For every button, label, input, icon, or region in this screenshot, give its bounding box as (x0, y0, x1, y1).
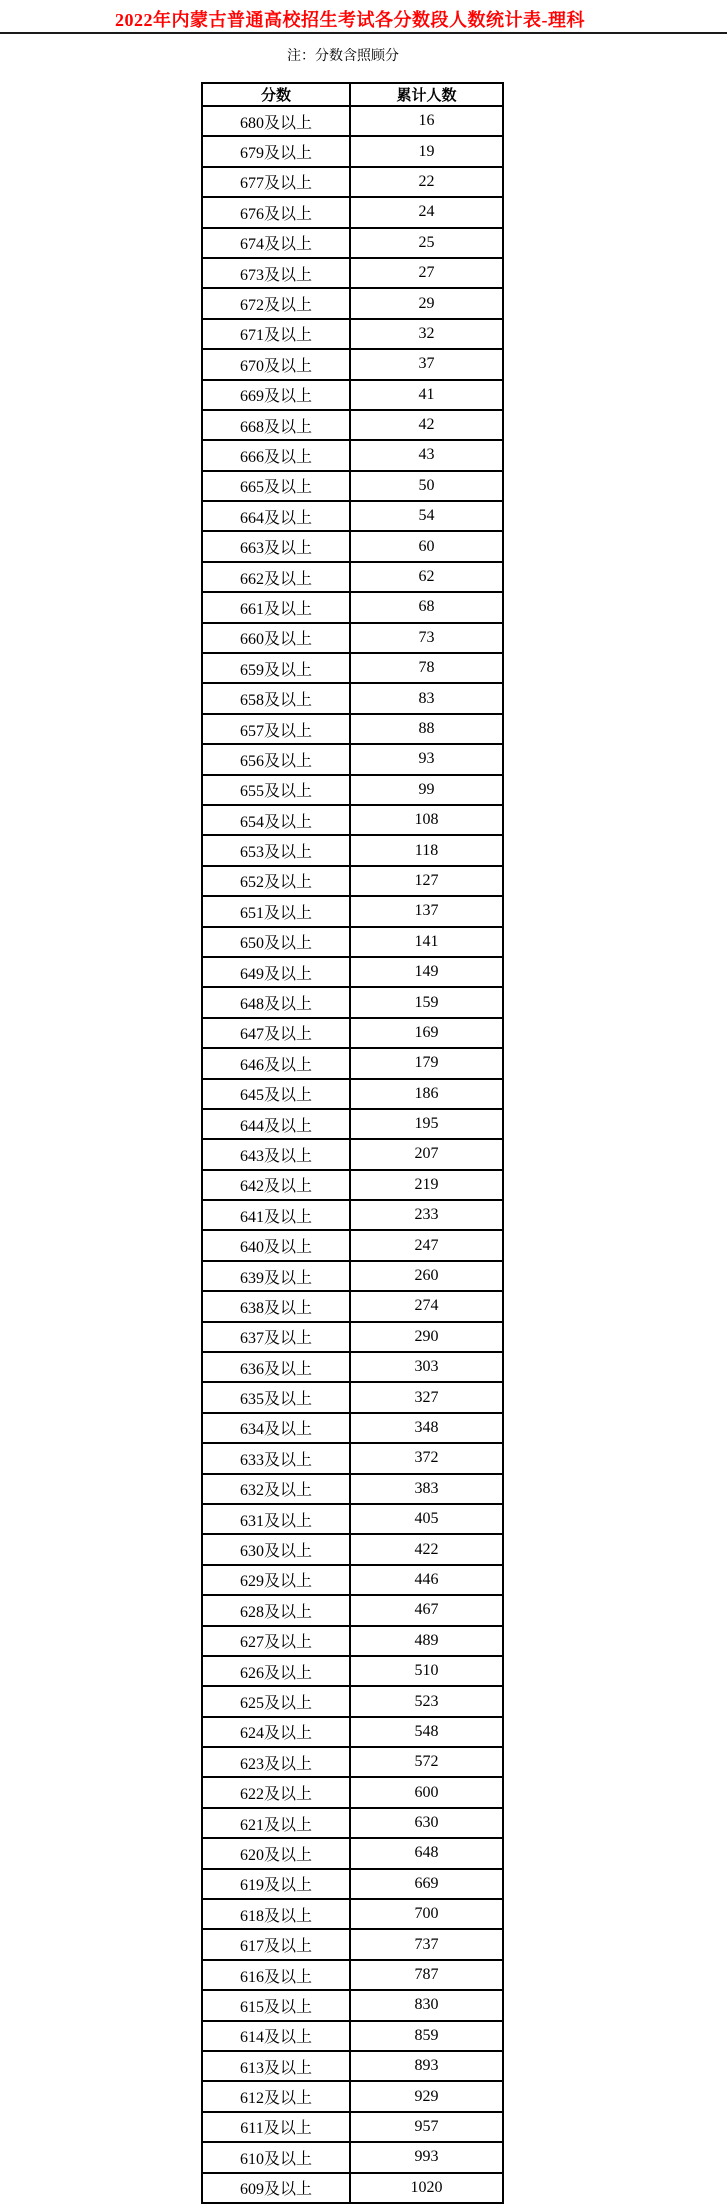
count-cell: 859 (350, 2021, 503, 2051)
table-row (202, 1534, 503, 1564)
score-cell: 661及以上 (202, 592, 350, 622)
table-row (202, 866, 503, 896)
table-row (202, 1747, 503, 1777)
count-cell: 600 (350, 1777, 503, 1807)
score-cell: 672及以上 (202, 288, 350, 318)
score-cell: 648及以上 (202, 987, 350, 1017)
score-cell: 645及以上 (202, 1079, 350, 1109)
score-cell: 640及以上 (202, 1230, 350, 1260)
header-row (202, 83, 503, 106)
table-row (202, 1413, 503, 1443)
count-cell: 957 (350, 2112, 503, 2142)
count-cell: 510 (350, 1656, 503, 1686)
score-cell: 666及以上 (202, 440, 350, 470)
score-cell: 668及以上 (202, 410, 350, 440)
count-cell: 179 (350, 1048, 503, 1078)
score-cell: 658及以上 (202, 683, 350, 713)
count-cell: 207 (350, 1139, 503, 1169)
count-cell: 43 (350, 440, 503, 470)
score-cell: 643及以上 (202, 1139, 350, 1169)
score-cell: 611及以上 (202, 2112, 350, 2142)
count-cell: 630 (350, 1808, 503, 1838)
score-cell: 631及以上 (202, 1504, 350, 1534)
score-cell: 654及以上 (202, 805, 350, 835)
count-cell: 219 (350, 1170, 503, 1200)
table-row (202, 197, 503, 227)
score-cell: 659及以上 (202, 653, 350, 683)
score-cell: 649及以上 (202, 957, 350, 987)
count-cell: 50 (350, 471, 503, 501)
count-cell: 37 (350, 349, 503, 379)
score-table (201, 82, 504, 2204)
count-cell: 405 (350, 1504, 503, 1534)
table-row (202, 592, 503, 622)
score-cell: 633及以上 (202, 1443, 350, 1473)
count-cell: 54 (350, 501, 503, 531)
table-row (202, 531, 503, 561)
table-row (202, 1474, 503, 1504)
table-row (202, 1443, 503, 1473)
score-cell: 650及以上 (202, 927, 350, 957)
score-cell: 663及以上 (202, 531, 350, 561)
score-cell: 647及以上 (202, 1018, 350, 1048)
count-cell: 186 (350, 1079, 503, 1109)
count-cell: 929 (350, 2081, 503, 2111)
table-row (202, 623, 503, 653)
score-cell: 630及以上 (202, 1534, 350, 1564)
count-cell: 169 (350, 1018, 503, 1048)
count-cell: 303 (350, 1352, 503, 1382)
score-table-head (202, 83, 503, 106)
score-cell: 674及以上 (202, 228, 350, 258)
count-cell: 327 (350, 1382, 503, 1412)
title-divider (0, 32, 727, 34)
score-cell: 656及以上 (202, 744, 350, 774)
table-row (202, 835, 503, 865)
count-cell: 893 (350, 2051, 503, 2081)
table-row (202, 775, 503, 805)
table-row (202, 562, 503, 592)
count-cell: 141 (350, 927, 503, 957)
table-row (202, 1230, 503, 1260)
score-cell: 636及以上 (202, 1352, 350, 1382)
table-row (202, 1777, 503, 1807)
score-cell: 626及以上 (202, 1656, 350, 1686)
score-cell: 620及以上 (202, 1838, 350, 1868)
table-row (202, 1595, 503, 1625)
score-cell: 671及以上 (202, 319, 350, 349)
table-row (202, 1626, 503, 1656)
count-cell: 383 (350, 1474, 503, 1504)
score-cell: 617及以上 (202, 1929, 350, 1959)
score-cell: 670及以上 (202, 349, 350, 379)
table-row (202, 1960, 503, 1990)
score-cell: 616及以上 (202, 1960, 350, 1990)
table-row (202, 2112, 503, 2142)
score-cell: 609及以上 (202, 2173, 350, 2203)
score-cell: 632及以上 (202, 1474, 350, 1504)
count-cell: 19 (350, 136, 503, 166)
score-cell: 629及以上 (202, 1565, 350, 1595)
count-cell: 830 (350, 1990, 503, 2020)
table-row (202, 228, 503, 258)
score-cell: 642及以上 (202, 1170, 350, 1200)
score-cell: 653及以上 (202, 835, 350, 865)
count-cell: 83 (350, 683, 503, 713)
score-cell: 612及以上 (202, 2081, 350, 2111)
score-cell: 662及以上 (202, 562, 350, 592)
count-cell: 127 (350, 866, 503, 896)
count-cell: 572 (350, 1747, 503, 1777)
count-cell: 548 (350, 1717, 503, 1747)
count-cell: 78 (350, 653, 503, 683)
table-row (202, 288, 503, 318)
score-cell: 641及以上 (202, 1200, 350, 1230)
table-row (202, 2081, 503, 2111)
score-cell: 679及以上 (202, 136, 350, 166)
count-cell: 274 (350, 1291, 503, 1321)
score-cell: 676及以上 (202, 197, 350, 227)
table-row (202, 1170, 503, 1200)
table-row (202, 106, 503, 136)
count-cell: 27 (350, 258, 503, 288)
count-cell: 1020 (350, 2173, 503, 2203)
count-cell: 260 (350, 1261, 503, 1291)
score-cell: 644及以上 (202, 1109, 350, 1139)
count-cell: 73 (350, 623, 503, 653)
table-row (202, 927, 503, 957)
count-cell: 25 (350, 228, 503, 258)
count-cell: 669 (350, 1869, 503, 1899)
score-cell: 638及以上 (202, 1291, 350, 1321)
score-cell: 619及以上 (202, 1869, 350, 1899)
table-row (202, 1656, 503, 1686)
table-row (202, 1139, 503, 1169)
count-cell: 233 (350, 1200, 503, 1230)
table-row (202, 1990, 503, 2020)
count-cell: 29 (350, 288, 503, 318)
table-row (202, 2142, 503, 2172)
table-row (202, 805, 503, 835)
score-cell: 614及以上 (202, 2021, 350, 2051)
column-header-cumulative: 累计人数 (350, 83, 503, 106)
score-table-body (202, 106, 503, 2203)
table-row (202, 957, 503, 987)
count-cell: 24 (350, 197, 503, 227)
score-cell: 639及以上 (202, 1261, 350, 1291)
table-row (202, 440, 503, 470)
table-row (202, 1291, 503, 1321)
score-cell: 664及以上 (202, 501, 350, 531)
table-row (202, 2173, 503, 2203)
page-title: 2022年内蒙古普通高校招生考试各分数段人数统计表-理科 (115, 10, 585, 30)
count-cell: 700 (350, 1899, 503, 1929)
score-cell: 621及以上 (202, 1808, 350, 1838)
score-cell: 655及以上 (202, 775, 350, 805)
count-cell: 60 (350, 531, 503, 561)
table-row (202, 2021, 503, 2051)
table-row (202, 1899, 503, 1929)
score-cell: 660及以上 (202, 623, 350, 653)
table-row (202, 1686, 503, 1716)
table-row (202, 1018, 503, 1048)
count-cell: 422 (350, 1534, 503, 1564)
score-cell: 615及以上 (202, 1990, 350, 2020)
count-cell: 446 (350, 1565, 503, 1595)
count-cell: 68 (350, 592, 503, 622)
table-row (202, 1352, 503, 1382)
count-cell: 648 (350, 1838, 503, 1868)
count-cell: 137 (350, 896, 503, 926)
score-cell: 624及以上 (202, 1717, 350, 1747)
count-cell: 737 (350, 1929, 503, 1959)
count-cell: 993 (350, 2142, 503, 2172)
count-cell: 195 (350, 1109, 503, 1139)
score-cell: 677及以上 (202, 167, 350, 197)
score-cell: 657及以上 (202, 714, 350, 744)
score-cell: 673及以上 (202, 258, 350, 288)
table-row (202, 1838, 503, 1868)
count-cell: 108 (350, 805, 503, 835)
score-cell: 669及以上 (202, 380, 350, 410)
score-cell: 665及以上 (202, 471, 350, 501)
score-cell: 618及以上 (202, 1899, 350, 1929)
score-cell: 635及以上 (202, 1382, 350, 1412)
score-cell: 622及以上 (202, 1777, 350, 1807)
score-cell: 680及以上 (202, 106, 350, 136)
count-cell: 22 (350, 167, 503, 197)
note-text: 注：分数含照顾分 (287, 49, 399, 64)
count-cell: 93 (350, 744, 503, 774)
table-row (202, 319, 503, 349)
table-row (202, 1382, 503, 1412)
table-row (202, 2051, 503, 2081)
score-cell: 652及以上 (202, 866, 350, 896)
count-cell: 42 (350, 410, 503, 440)
score-cell: 628及以上 (202, 1595, 350, 1625)
score-cell: 610及以上 (202, 2142, 350, 2172)
table-row (202, 1048, 503, 1078)
table-row (202, 1808, 503, 1838)
count-cell: 290 (350, 1322, 503, 1352)
table-row (202, 1565, 503, 1595)
count-cell: 149 (350, 957, 503, 987)
table-row (202, 258, 503, 288)
table-row (202, 1109, 503, 1139)
table-row (202, 380, 503, 410)
count-cell: 467 (350, 1595, 503, 1625)
count-cell: 372 (350, 1443, 503, 1473)
count-cell: 247 (350, 1230, 503, 1260)
table-row (202, 683, 503, 713)
score-cell: 646及以上 (202, 1048, 350, 1078)
score-cell: 637及以上 (202, 1322, 350, 1352)
count-cell: 41 (350, 380, 503, 410)
count-cell: 62 (350, 562, 503, 592)
table-row (202, 1504, 503, 1534)
table-row (202, 1322, 503, 1352)
table-row (202, 1869, 503, 1899)
table-row (202, 1079, 503, 1109)
table-row (202, 349, 503, 379)
table-row (202, 501, 503, 531)
score-cell: 634及以上 (202, 1413, 350, 1443)
column-header-score: 分数 (202, 83, 350, 106)
table-row (202, 1717, 503, 1747)
table-row (202, 653, 503, 683)
count-cell: 16 (350, 106, 503, 136)
score-cell: 651及以上 (202, 896, 350, 926)
table-row (202, 744, 503, 774)
count-cell: 787 (350, 1960, 503, 1990)
score-cell: 627及以上 (202, 1626, 350, 1656)
table-row (202, 1200, 503, 1230)
count-cell: 88 (350, 714, 503, 744)
table-row (202, 987, 503, 1017)
table-row (202, 471, 503, 501)
score-cell: 623及以上 (202, 1747, 350, 1777)
table-row (202, 410, 503, 440)
count-cell: 523 (350, 1686, 503, 1716)
count-cell: 159 (350, 987, 503, 1017)
table-row (202, 1261, 503, 1291)
count-cell: 99 (350, 775, 503, 805)
table-row (202, 136, 503, 166)
score-cell: 613及以上 (202, 2051, 350, 2081)
score-cell: 625及以上 (202, 1686, 350, 1716)
table-row (202, 167, 503, 197)
count-cell: 489 (350, 1626, 503, 1656)
table-row (202, 714, 503, 744)
table-row (202, 896, 503, 926)
count-cell: 348 (350, 1413, 503, 1443)
table-row (202, 1929, 503, 1959)
count-cell: 118 (350, 835, 503, 865)
count-cell: 32 (350, 319, 503, 349)
